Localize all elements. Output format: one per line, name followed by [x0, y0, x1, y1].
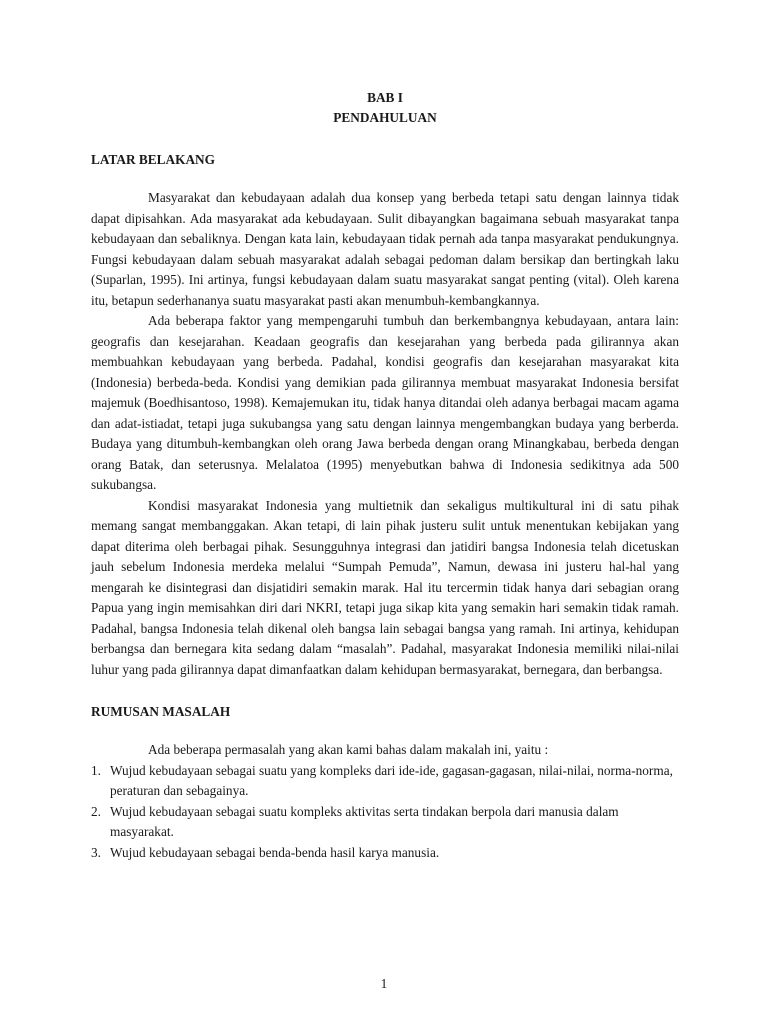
list-item [91, 802, 679, 843]
section-heading-rumusan-masalah: RUMUSAN MASALAH [91, 704, 231, 719]
list-item [91, 761, 679, 802]
list-item-number: 3. [91, 844, 101, 860]
paragraph: Ada beberapa faktor yang mempengaruhi tumbuh dan berkembangnya kebudayaan, antara lain: geografis dan kesejarahan. Keadaan geografis dan kesejarahan yang berbeda pada gilirannya akan membuahkan kebudayaan yang berbeda. Padahal, kondisi geografis dan kesejarahan masyarakat kita (Indonesia) berbeda-beda. Kondisi yang demikian pada gilirannya membuat masyarakat Indonesia bersifat majemuk (Boedhisantoso, 1998). Kemajemukan itu, tidak hanya ditandai oleh adanya berbagai macam agama dan adat-istiadat, tetapi juga sukubangsa yang satu dengan lainnya mengembangkan budaya yang berberda. Budaya yang ditumbuh-kembangkan oleh orang Jawa berbeda dengan orang Minangkabau, berbeda dengan orang Batak, dan seterusnya. Melalatoa (1995) menyebutkan bahwa di Indonesia sedikitnya ada 500 sukubangsa. [91, 313, 679, 492]
list-item-text: Wujud kebudayaan sebagai benda-benda hasil karya manusia. [110, 844, 440, 860]
section-heading-latar-belakang: LATAR BELAKANG [91, 152, 215, 167]
page-number: 1 [380, 976, 388, 991]
paragraph: Kondisi masyarakat Indonesia yang multietnik dan sekaligus multikultural ini di satu pihak memang sangat membanggakan. Akan tetapi, di lain pihak justeru sulit untuk menentukan kebijakan yang dapat diterima oleh berbagai pihak. Sesungguhnya integrasi dan jatidiri bangsa Indonesia telah dicetuskan jauh sebelum Indonesia merdeka melalui “Sumpah Pemuda”, Namun, dewasa ini justeru hal-hal yang mengarah ke disintegrasi dan disjatidiri semakin marak. Hal itu tercermin tidak hanya dari sebagian orang Papua yang ingin memisahkan diri dari NKRI, tetapi juga sikap kita yang semakin hari semakin tidak ramah. Padahal, bangsa Indonesia telah dikenal oleh bangsa lain sebagai bangsa yang ramah. Ini artinya, kehidupan berbangsa dan bernegara kita sedang dalam “masalah”. Padahal, masyarakat Indonesia memiliki nilai-nilai luhur yang pada gilirannya dapat dimanfaatkan dalam kehidupan bermasyarakat, bernegara, dan berbangsa. [91, 497, 679, 677]
list-item-number: 1. [91, 762, 101, 778]
list-item-text: Wujud kebudayaan sebagai suatu kompleks aktivitas serta tindakan berpola dari manusia dalam masyarakat. [110, 803, 619, 839]
list-intro: Ada beberapa permasalah yang akan kami bahas dalam makalah ini, yaitu : [148, 742, 549, 757]
chapter-number: BAB I [367, 90, 403, 105]
problem-list [91, 761, 679, 864]
list-item-text: Wujud kebudayaan sebagai suatu yang kompleks dari ide-ide, gagasan-gagasan, nilai-nilai, norma-norma, peraturan dan sebagainya. [110, 762, 673, 798]
list-item-number: 2. [91, 803, 101, 819]
page-content [91, 88, 679, 863]
list-item [91, 843, 679, 864]
chapter-title: PENDAHULUAN [333, 110, 437, 125]
paragraph: Masyarakat dan kebudayaan adalah dua konsep yang berbeda tetapi satu dengan lainnya tidak dapat dipisahkan. Ada masyarakat ada kebudayaan. Sulit dibayangkan bagaimana sebuah masyarakat tanpa kebudayaan dan sebaliknya. Dengan kata lain, kebudayaan tidak pernah ada tanpa masyarakat pendukungnya. Fungsi kebudayaan dalam sebuah masyarakat adalah sebagai pedoman dalam bersikap dan bertingkah laku (Suparlan, 1995). Ini artinya, fungsi kebudayaan dalam suatu masyarakat sangat penting (vital). Oleh karena itu, betapun sederhananya suatu masyarakat pasti akan menumbuh-kembangkannya. [91, 190, 679, 308]
